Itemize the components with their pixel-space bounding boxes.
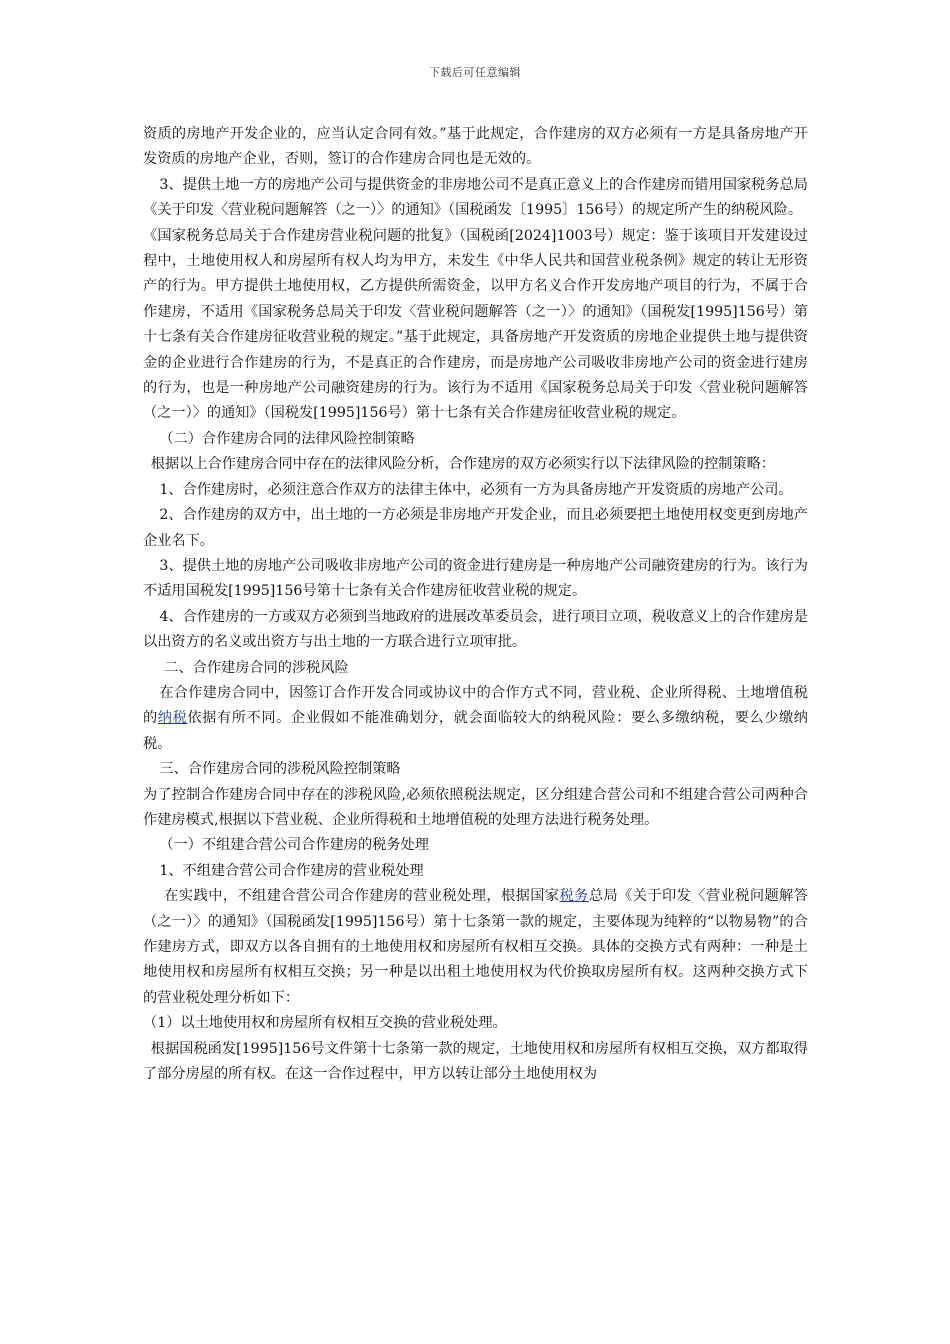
paragraph: 根据国税函发[1995]156号文件第十七条第一款的规定，土地使用权和房屋所有权相互交换，双方都取得了部分房屋的所有权。在这一合作过程中，甲方以转让部分土地使用权为 bbox=[143, 1040, 808, 1083]
section-heading: 二、合作建房合同的涉税风险 bbox=[164, 659, 349, 676]
list-item: 1、合作建房时，必须注意合作双方的法律主体中，必须有一方为具备房地产开发资质的房地产公司。 bbox=[159, 481, 793, 498]
paragraph: 资质的房地产开发企业的，应当认定合同有效。”基于此规定，合作建房的双方必须有一方是具备房地产开发资质的房地产企业，否则，签订的合作建房合同也是无效的。 bbox=[143, 126, 808, 168]
paragraph: （1）以土地使用权和房屋所有权相互交换的营业税处理。 bbox=[143, 1015, 507, 1032]
list-item: 4、合作建房的一方或双方必须到当地政府的进展改革委员会，进行项目立项，税收意义上的合作建房是以出资方的名义或出资方与出土地的一方联合进行立项审批。 bbox=[143, 608, 808, 651]
tax-link[interactable]: 纳税 bbox=[157, 710, 188, 727]
paragraph: 《国家税务总局关于合作建房营业税问题的批复》（国税函[2024]1003号）规定：鉴于该项目开发建设过程中，土地使用权人和房屋所有权人均为甲方，未发生《中华人民共和国营业税条例》规定的转让无形资产的行为。甲方提供土地使用权，乙方提供所需资金，以甲方名义合作开发房地产项目的行为，不属于合作建房，不适用《国家税务总局关于印发〈营业税问题解答（之一）〉的通知》（国税发[1995]156号）第十七条有关合作建房征收营业税的规定。”基于此规定，具备房地产开发资质的房地企业提供土地与提供资金的企业进行合作建房的行为，不是真正的合作建房，而是房地产公司吸收非房地产公司的资金进行建房的行为，也是一种房地产公司融资建房的行为。该行为不适用《国家税务总局关于印发〈营业税问题解答（之一）〉的通知》（国税发[1995]156号）第十七条有关合作建房征收营业税的规定。 bbox=[143, 227, 808, 422]
section-heading: （一）不组建合营公司合作建房的税务处理 bbox=[159, 837, 429, 854]
paragraph: 3、提供土地一方的房地产公司与提供资金的非房地公司不是真正意义上的合作建房而错用国家税务总局《关于印发〈营业税问题解答（之一）〉的通知》（国税函发〔1995〕156号）的规定所产生的纳税风险。 bbox=[143, 176, 808, 219]
page-header: 下载后可任意编辑 bbox=[429, 66, 521, 79]
section-heading: 三、合作建房合同的涉税风险控制策略 bbox=[159, 761, 401, 778]
paragraph-text: 依据有所不同。企业假如不能准确划分，就会面临较大的纳税风险：要么多缴纳税，要么少缴纳税。 bbox=[143, 710, 808, 752]
list-item: 2、合作建房的双方中，出土地的一方必须是非房地产开发企业，而且必须要把土地使用权变更到房地产企业名下。 bbox=[143, 507, 808, 549]
paragraph-text: 总局《关于印发〈营业税问题解答（之一）〉的通知》（国税函发[1995]156号）第十七条第一款的规定，主要体现为纯粹的“以物易物”的合作建房方式，即双方以各自拥有的土地使用权和房屋所有权相互交换。具体的交换方式有两种：一种是土地使用权和房屋所有权相互交换；另一种是以出租土地使用权为代价换取房屋所有权。这两种交换方式下的营业税处理分析如下： bbox=[143, 888, 808, 1006]
paragraph-text: 在合作建房合同中，因签订合作开发合同或协议中的合作方式不同，营业税、企业所得税、土地增值税的 bbox=[143, 684, 808, 727]
list-item: 3、提供土地的房地产公司吸收非房地产公司的资金进行建房是一种房地产公司融资建房的行为。该行为不适用国税发[1995]156号第十七条有关合作建房征收营业税的规定。 bbox=[143, 557, 808, 600]
paragraph bbox=[143, 681, 808, 757]
paragraph: 为了控制合作建房合同中存在的涉税风险,必须依照税法规定，区分组建合营公司和不组建合营公司两种合作建房模式,根据以下营业税、企业所得税和土地增值税的处理方法进行税务处理。 bbox=[143, 786, 808, 828]
section-heading: 1、不组建合营公司合作建房的营业税处理 bbox=[159, 862, 424, 879]
section-heading: （二）合作建房合同的法律风险控制策略 bbox=[159, 430, 415, 447]
tax-affairs-link[interactable]: 税务 bbox=[559, 888, 589, 905]
paragraph bbox=[143, 884, 808, 1011]
paragraph-text: 在实践中，不组建合营公司合作建房的营业税处理，根据国家 bbox=[164, 888, 560, 905]
paragraph: 根据以上合作建房合同中存在的法律风险分析，合作建房的双方必须实行以下法律风险的控制策略： bbox=[150, 456, 776, 473]
document-body bbox=[143, 122, 808, 1087]
